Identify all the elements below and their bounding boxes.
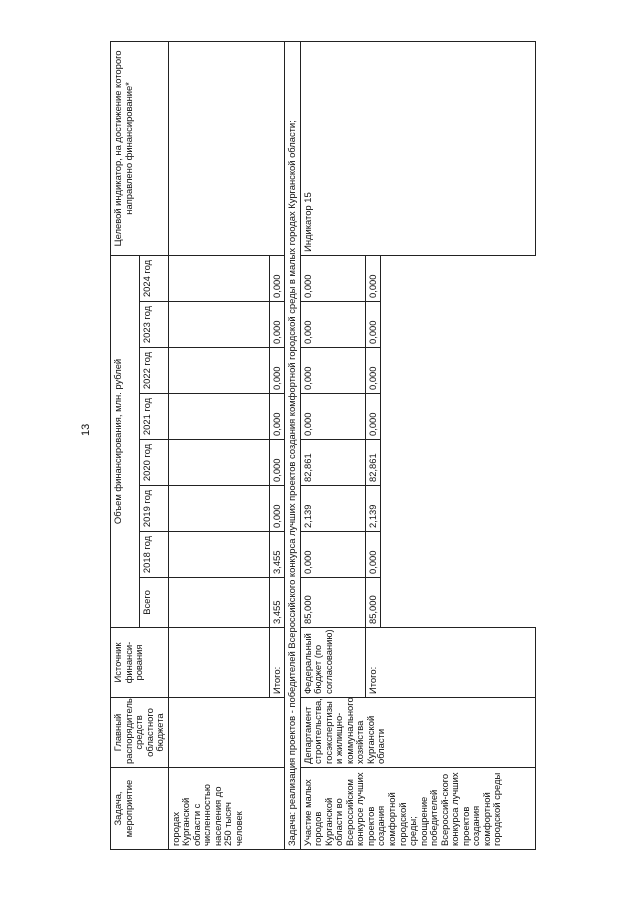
row2-source: Федеральный бюджет (по согласованию) [300, 628, 365, 698]
row2-total-cell: 0,000 [365, 302, 381, 348]
row2-cell: 2,139 [300, 486, 365, 532]
header-task: Задача, мероприятие [111, 768, 169, 850]
header-year: 2021 год [139, 394, 168, 440]
table-row [168, 41, 269, 849]
row1-cell [168, 578, 269, 628]
row1-cell [168, 486, 269, 532]
row2-total-cell: 82,861 [365, 440, 381, 486]
row2-cell: 85,000 [300, 578, 365, 628]
header-row-1 [111, 41, 140, 849]
header-indicator: Целевой индикатор, на достижение которого направлено финансирование* [111, 41, 169, 255]
header-year: 2024 год [139, 255, 168, 301]
task-row [285, 41, 301, 849]
row2-cell: 82,861 [300, 440, 365, 486]
row1-total-cell: 0,000 [269, 486, 285, 532]
empty-area [381, 255, 536, 627]
row2-manager: Департамент строительства, госэкспертизы и жилищно-коммунального хозяйства Курганской области [300, 698, 535, 768]
row1-total-cell: 0,000 [269, 394, 285, 440]
row1-cell [168, 440, 269, 486]
row2-indicator: Индикатор 15 [300, 41, 535, 255]
row2-total-cell: 2,139 [365, 486, 381, 532]
header-manager: Главный распорядитель средств областного бюджета [111, 698, 169, 768]
row2-cell: 0,000 [300, 394, 365, 440]
header-volume: Объем финансирования, млн. рублей [111, 255, 140, 627]
row1-indicator [168, 41, 285, 255]
row1-cell [168, 348, 269, 394]
table-row [300, 41, 365, 849]
header-year: 2020 год [139, 440, 168, 486]
row2-total-cell: 0,000 [365, 532, 381, 578]
row2-cell: 0,000 [300, 302, 365, 348]
row1-cell [168, 394, 269, 440]
financing-table [110, 41, 536, 850]
row1-total-cell: 3,455 [269, 532, 285, 578]
header-year: 2018 год [139, 532, 168, 578]
row1-cell [168, 302, 269, 348]
row1-manager [168, 698, 285, 768]
page-number: 13 [80, 423, 92, 436]
row1-total-cell: 0,000 [269, 302, 285, 348]
row2-total-cell: 85,000 [365, 578, 381, 628]
row1-task: городах Курганской области с численностью населения до 250 тысяч человек [168, 768, 285, 850]
row2-total-cell: 0,000 [365, 255, 381, 301]
task-description: Задача: реализация проектов - победителей Всероссийского конкурса лучших проектов создания комфортной городской среды в малых городах Курганской области; [285, 41, 301, 849]
header-year: 2023 год [139, 302, 168, 348]
row2-cell: 0,000 [300, 532, 365, 578]
row2-total-label: Итого: [365, 628, 535, 698]
row1-total-cell: 0,000 [269, 255, 285, 301]
rotated-table-wrapper [110, 42, 536, 850]
row2-task: Участие малых городов Курганской области во Всероссийском конкурсе лучших проектов создания комфортной городской среды; поощрение победителей Всероссий-ского конкурса лучших проектов создания комфортной городской среды [300, 768, 535, 850]
row2-total-cell: 0,000 [365, 394, 381, 440]
row2-cell: 0,000 [300, 348, 365, 394]
row2-cell: 0,000 [300, 255, 365, 301]
row1-total-label: Итого: [269, 628, 285, 698]
header-year: 2022 год [139, 348, 168, 394]
row1-cell [168, 532, 269, 578]
row1-cell [168, 255, 269, 301]
header-source: Источник финанси-рования [111, 628, 169, 698]
row2-total-cell: 0,000 [365, 348, 381, 394]
row1-total-cell: 0,000 [269, 348, 285, 394]
header-year: 2019 год [139, 486, 168, 532]
row1-total-cell: 0,000 [269, 440, 285, 486]
header-total: Всего [139, 578, 168, 628]
row1-source [168, 628, 269, 698]
row1-total-cell: 3,455 [269, 578, 285, 628]
